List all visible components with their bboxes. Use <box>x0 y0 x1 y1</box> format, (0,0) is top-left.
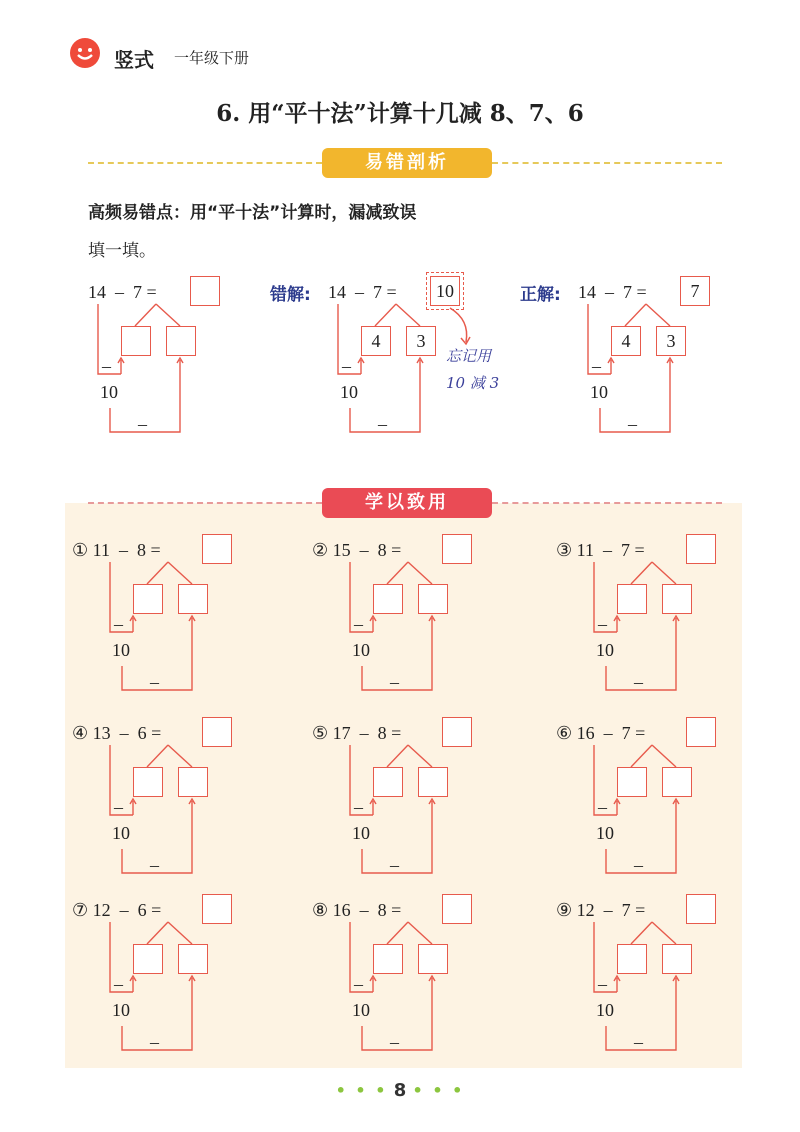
page-number <box>0 1080 800 1101</box>
example-1-minus-1: – <box>102 356 111 376</box>
problem-4-minus-1: – <box>114 797 123 817</box>
problem-8-minus-1: – <box>354 974 363 994</box>
problem-8 <box>312 900 482 1070</box>
note-arrow-icon <box>430 300 480 350</box>
problem-3-left-box[interactable] <box>617 584 647 614</box>
section2-divider-left <box>88 502 322 504</box>
problem-9-ten: 10 <box>596 1000 614 1020</box>
problem-1 <box>72 540 242 710</box>
problem-7-ten: 10 <box>112 1000 130 1020</box>
problem-2-minus-1: – <box>354 614 363 634</box>
problem-8-left-box[interactable] <box>373 944 403 974</box>
section2-divider-right <box>492 502 722 504</box>
problem-5-right-box[interactable] <box>418 767 448 797</box>
problem-3-minus-1: – <box>598 614 607 634</box>
page-dots-right: • • • <box>412 1081 465 1100</box>
problem-5-minus-1: – <box>354 797 363 817</box>
problem-6-minus-1: – <box>598 797 607 817</box>
problem-6-minus-2: – <box>634 855 643 875</box>
problem-1-expression: ① 11 – 8 = <box>72 540 161 560</box>
example-3-expression: 14 – 7 = <box>578 282 647 302</box>
example-3-label: 正解: <box>520 285 561 305</box>
page-number-value: 8 <box>393 1080 407 1101</box>
problem-5-left-box[interactable] <box>373 767 403 797</box>
problem-8-right-box[interactable] <box>418 944 448 974</box>
grade-label: 一年级下册 <box>174 49 250 67</box>
instruction-text: 填一填。 <box>88 241 156 261</box>
problem-5-minus-2: – <box>390 855 399 875</box>
problem-6-right-box[interactable] <box>662 767 692 797</box>
problem-9-expression: ⑨ 12 – 7 = <box>556 900 646 920</box>
problem-6-expression: ⑥ 16 – 7 = <box>556 723 646 743</box>
problem-2-right-box[interactable] <box>418 584 448 614</box>
smiley-logo-icon <box>70 38 100 68</box>
problem-3-expression: ③ 11 – 7 = <box>556 540 645 560</box>
example-1-left-box[interactable] <box>121 326 151 356</box>
problem-7-right-box[interactable] <box>178 944 208 974</box>
problem-7-expression: ⑦ 12 – 6 = <box>72 900 162 920</box>
problem-1-minus-1: – <box>114 614 123 634</box>
section1-divider-right <box>492 162 722 164</box>
error-point-heading: 高频易错点：用“平十法”计算时，漏减致误 <box>88 203 417 223</box>
problem-5-expression: ⑤ 17 – 8 = <box>312 723 402 743</box>
problem-6-left-box[interactable] <box>617 767 647 797</box>
problem-8-minus-2: – <box>390 1032 399 1052</box>
example-2-minus-2: – <box>378 414 387 434</box>
problem-7-left-box[interactable] <box>133 944 163 974</box>
example-1-minus-2: – <box>138 414 147 434</box>
problem-2-minus-2: – <box>390 672 399 692</box>
example-1-right-box[interactable] <box>166 326 196 356</box>
problem-1-right-box[interactable] <box>178 584 208 614</box>
problem-9-left-box[interactable] <box>617 944 647 974</box>
section1-tag: 易错剖析 <box>322 148 492 178</box>
example-3-minus-2: – <box>628 414 637 434</box>
problem-1-minus-2: – <box>150 672 159 692</box>
example-2-ten: 10 <box>340 382 358 402</box>
example-1 <box>88 282 258 452</box>
page-dots-left: • • • <box>335 1081 388 1100</box>
example-3-ten: 10 <box>590 382 608 402</box>
example-3-answer-box[interactable]: 7 <box>680 276 710 306</box>
problem-5-ten: 10 <box>352 823 370 843</box>
problem-2-ten: 10 <box>352 640 370 660</box>
example-2-label: 错解: <box>270 285 311 305</box>
problem-7 <box>72 900 242 1070</box>
problem-3-right-box[interactable] <box>662 584 692 614</box>
example-2-answer-box[interactable]: 10 <box>430 276 460 306</box>
problem-2 <box>312 540 482 710</box>
problem-2-expression: ② 15 – 8 = <box>312 540 402 560</box>
example-3-right-box[interactable]: 3 <box>656 326 686 356</box>
page-title: 6. 用“平十法”计算十几减 8、7、6 <box>216 100 584 127</box>
problem-4-left-box[interactable] <box>133 767 163 797</box>
problem-4-minus-2: – <box>150 855 159 875</box>
problem-3-minus-2: – <box>634 672 643 692</box>
problem-4-right-box[interactable] <box>178 767 208 797</box>
example-2-right-box[interactable]: 3 <box>406 326 436 356</box>
problem-9-minus-2: – <box>634 1032 643 1052</box>
problem-4-expression: ④ 13 – 6 = <box>72 723 162 743</box>
problem-2-left-box[interactable] <box>373 584 403 614</box>
example-3-left-box[interactable]: 4 <box>611 326 641 356</box>
example-2-left-box[interactable]: 4 <box>361 326 391 356</box>
problem-9-right-box[interactable] <box>662 944 692 974</box>
problem-1-left-box[interactable] <box>133 584 163 614</box>
example-3 <box>520 281 748 452</box>
example-1-expression: 14 – 7 = <box>88 282 157 302</box>
problem-9 <box>556 900 726 1070</box>
problem-7-minus-2: – <box>150 1032 159 1052</box>
example-3-lines <box>578 282 748 452</box>
problem-1-ten: 10 <box>112 640 130 660</box>
section1-divider-left <box>88 162 322 164</box>
example-3-minus-1: – <box>592 356 601 376</box>
problem-3 <box>556 540 726 710</box>
note-line-1: 忘记用 <box>446 347 492 365</box>
problem-4 <box>72 723 242 893</box>
note-line-2: 10 减 3 <box>446 374 500 392</box>
problem-8-ten: 10 <box>352 1000 370 1020</box>
example-2-expression: 14 – 7 = <box>328 282 397 302</box>
example-1-lines <box>88 282 258 452</box>
brand-title: 竖式 <box>114 48 154 72</box>
problem-6-ten: 10 <box>596 823 614 843</box>
example-1-ten: 10 <box>100 382 118 402</box>
problem-6 <box>556 723 726 893</box>
example-2-minus-1: – <box>342 356 351 376</box>
problem-7-minus-1: – <box>114 974 123 994</box>
problem-4-ten: 10 <box>112 823 130 843</box>
problem-5 <box>312 723 482 893</box>
problem-9-minus-1: – <box>598 974 607 994</box>
problem-3-ten: 10 <box>596 640 614 660</box>
section2-tag: 学以致用 <box>322 488 492 518</box>
problem-8-expression: ⑧ 16 – 8 = <box>312 900 402 920</box>
